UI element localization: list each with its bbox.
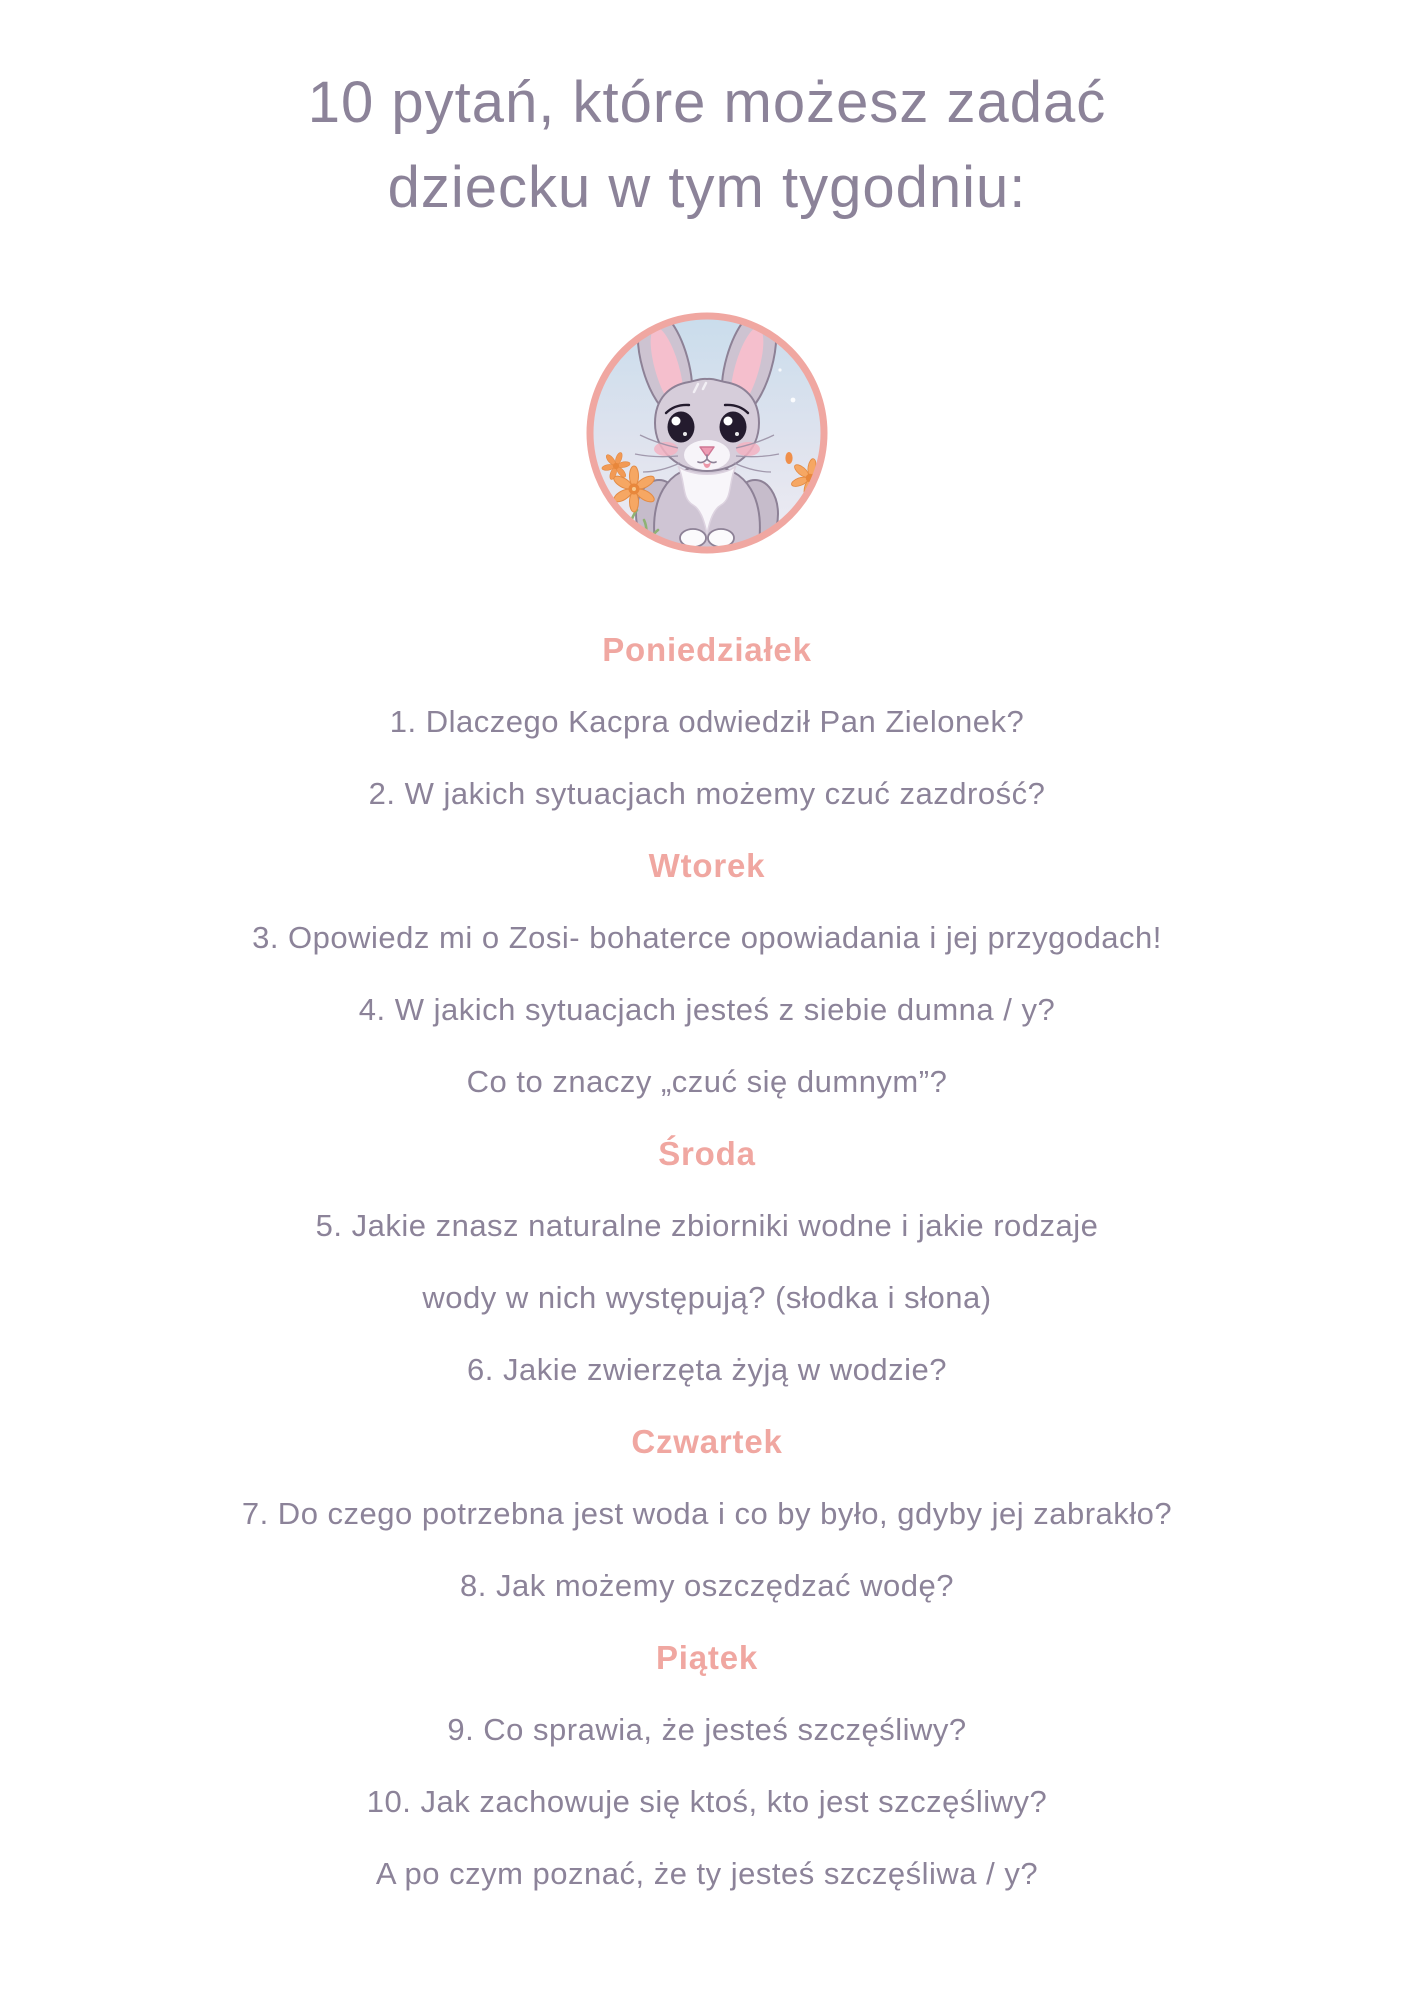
- question-10-continued: A po czym poznać, że ty jesteś szczęśliwa / y?: [375, 1856, 1039, 1891]
- bunny-image: [582, 308, 832, 558]
- question-4-continued: Co to znaczy „czuć się dumnym”?: [466, 1064, 948, 1099]
- day-header-sroda: Środa: [658, 1135, 756, 1172]
- day-header-wtorek: Wtorek: [648, 847, 766, 884]
- question-8: 8. Jak możemy oszczędzać wodę?: [460, 1568, 954, 1603]
- question-1: 1. Dlaczego Kacpra odwiedził Pan Zielonek?: [389, 704, 1025, 739]
- day-header-poniedzialek: Poniedziałek: [602, 631, 812, 668]
- question-9: 9. Co sprawia, że jesteś szczęśliwy?: [447, 1712, 967, 1747]
- question-7: 7. Do czego potrzebna jest woda i co by było, gdyby jej zabrakło?: [241, 1496, 1173, 1531]
- question-5-line-2: wody w nich występują? (słodka i słona): [422, 1280, 992, 1315]
- question-10: 10. Jak zachowuje się ktoś, kto jest szczęśliwy?: [366, 1784, 1048, 1819]
- page-title: [0, 0, 1414, 230]
- title-line-2: dziecku w tym tygodniu:: [387, 155, 1027, 220]
- questions-list: [0, 614, 1414, 1910]
- question-5-line-1: 5. Jakie znasz naturalne zbiorniki wodne i jakie rodzaje: [315, 1208, 1099, 1243]
- question-2: 2. W jakich sytuacjach możemy czuć zazdrość?: [368, 776, 1046, 811]
- question-6: 6. Jakie zwierzęta żyją w wodzie?: [467, 1352, 947, 1387]
- day-header-czwartek: Czwartek: [631, 1423, 783, 1460]
- day-header-piatek: Piątek: [655, 1639, 759, 1676]
- bunny-illustration: [582, 308, 832, 558]
- question-3: 3. Opowiedz mi o Zosi- bohaterce opowiadania i jej przygodach!: [252, 920, 1162, 955]
- title-line-1: 10 pytań, które możesz zadać: [307, 70, 1107, 135]
- question-4: 4. W jakich sytuacjach jesteś z siebie dumna / y?: [358, 992, 1056, 1027]
